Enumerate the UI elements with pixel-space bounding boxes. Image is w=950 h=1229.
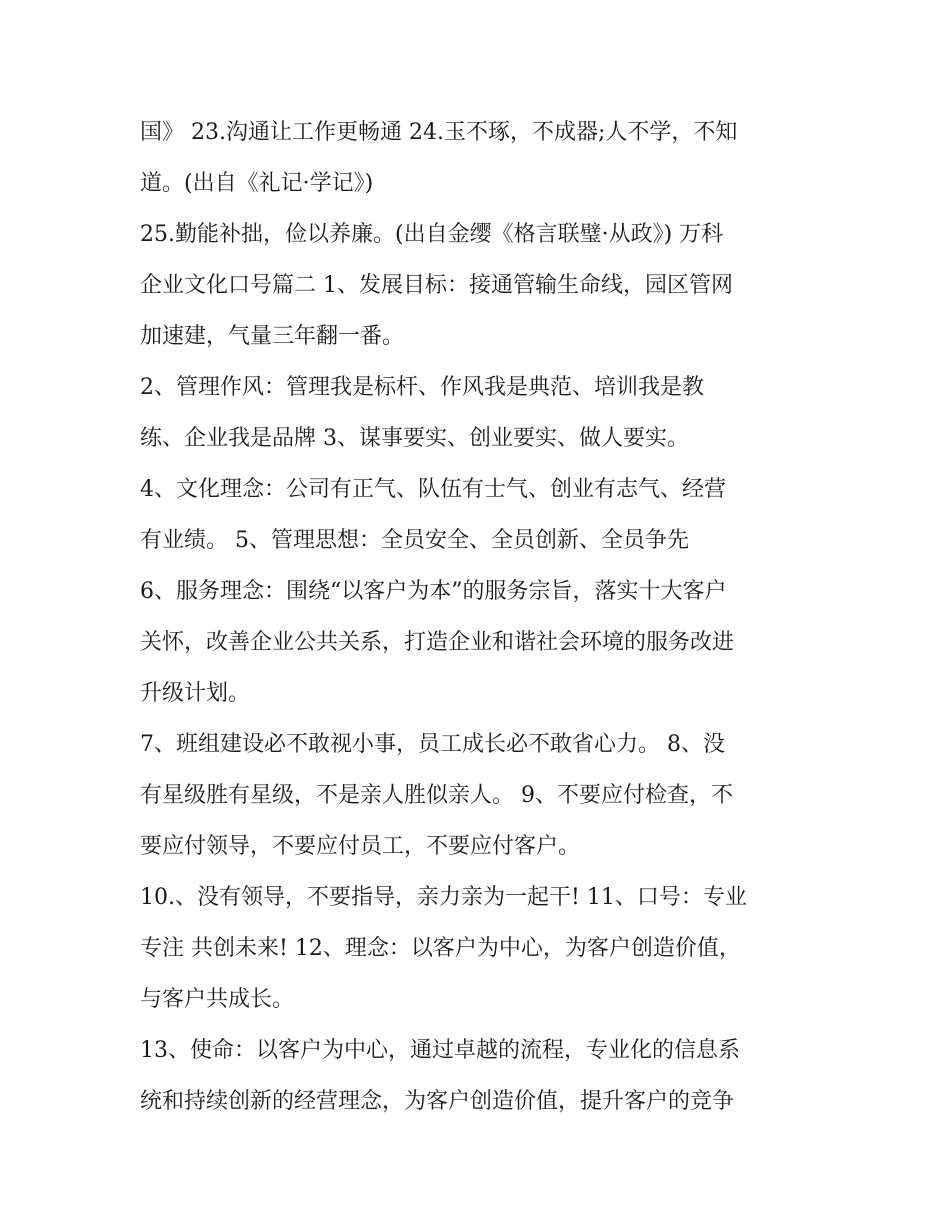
text-line: 道。(出自《礼记·学记》) <box>140 171 374 196</box>
text-line: 升级计划。 <box>140 681 251 706</box>
text-line: 练、企业我是品牌 3、谋事要实、创业要实、做人要实。 <box>140 426 689 451</box>
text-line: 10.、没有领导，不要指导，亲力亲为一起干! 11、口号：专业 <box>140 885 747 910</box>
text-line: 4、文化理念：公司有正气、队伍有士气、创业有志气、经营 <box>140 477 726 502</box>
text-line: 关怀，改善企业公共关系，打造企业和谐社会环境的服务改进 <box>140 630 735 655</box>
text-line: 有星级胜有星级，不是亲人胜似亲人。 9、不要应付检查，不 <box>140 783 733 808</box>
text-line: 统和持续创新的经营理念，为客户创造价值，提升客户的竞争 <box>140 1089 735 1114</box>
text-line: 与客户共成长。 <box>140 987 295 1012</box>
text-line: 要应付领导，不要应付员工，不要应付客户。 <box>140 834 581 859</box>
text-line: 7、班组建设必不敢视小事，员工成长必不敢省心力。 8、没 <box>140 732 725 757</box>
text-line: 25.勤能补拙，俭以养廉。(出自金缨《格言联璧·从政》) 万科 <box>140 222 724 247</box>
text-line: 加速建，气量三年翻一番。 <box>140 324 405 349</box>
text-line: 13、使命：以客户为中心，通过卓越的流程，专业化的信息系 <box>140 1038 740 1063</box>
text-line: 专注 共创未来! 12、理念：以客户为中心，为客户创造价值， <box>140 936 741 961</box>
body-text <box>140 107 830 1127</box>
text-line: 国》 23.沟通让工作更畅通 24.玉不琢，不成器;人不学，不知 <box>140 120 738 145</box>
text-line: 6、服务理念：围绕“以客户为本”的服务宗旨，落实十大客户 <box>140 579 727 604</box>
text-line: 2、管理作风：管理我是标杆、作风我是典范、培训我是教 <box>140 375 704 400</box>
text-line: 有业绩。 5、管理思想：全员安全、全员创新、全员争先 <box>140 528 689 553</box>
text-line: 企业文化口号篇二 1、发展目标：接通管输生命线，园区管网 <box>140 273 733 298</box>
